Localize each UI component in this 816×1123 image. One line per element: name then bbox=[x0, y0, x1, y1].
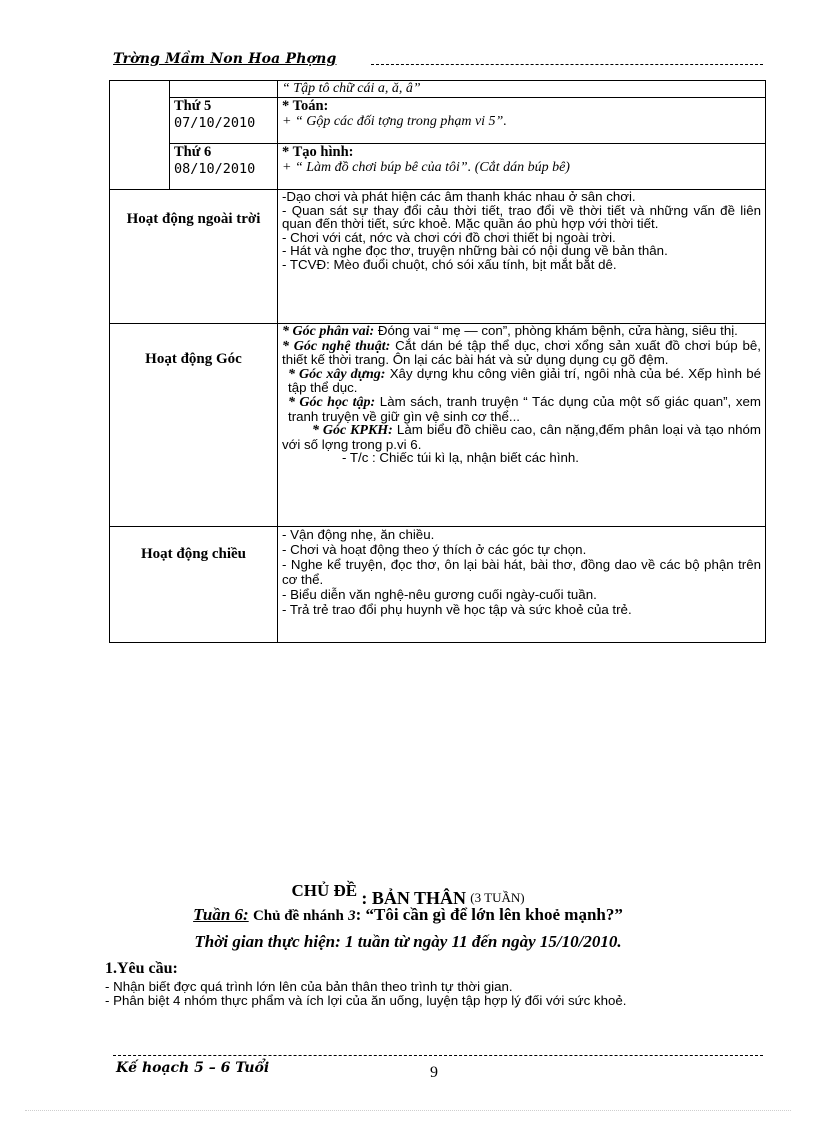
plan-label: Kế hoạch 5 – 6 Tuổi bbox=[116, 1060, 270, 1076]
day-date: 07/10/2010 bbox=[174, 115, 256, 131]
topic-value: : BẢN THÂN bbox=[361, 888, 467, 908]
list-item: - Vận động nhẹ, ăn chiều. bbox=[282, 527, 435, 542]
requirement-item: - Nhận biết đợc quá trình lớn lên của bản thân theo trình tự thời gian. bbox=[105, 979, 513, 994]
activity-subject: * Tạo hình: bbox=[282, 144, 354, 160]
list-item: * Góc học tập: Làm sách, tranh truyện “ Tác dụng của một số giác quan”, xem tranh truyện về giữ gìn vệ sinh cơ thể... bbox=[288, 393, 761, 424]
day-name: Thứ 6 bbox=[174, 144, 212, 160]
day-cell bbox=[170, 98, 278, 144]
list-item: -Dạo chơi và phát hiện các âm thanh khác nhau ở sân chơi. bbox=[282, 189, 636, 204]
table-row bbox=[110, 81, 766, 98]
page-edge bbox=[25, 1110, 791, 1111]
outdoor-row bbox=[110, 190, 766, 324]
afternoon-label: Hoạt động chiều bbox=[110, 527, 278, 643]
list-item: * Góc nghệ thuật: Cắt dán bé tập thể dục, chơi xổng sản xuất đồ chơi búp bê, thiết kế thời trang. Ôn lại các bài hát và sử dụng dụng cụ gõ đệm. bbox=[282, 337, 762, 368]
activity-content: + “ Làm đồ chơi búp bê của tôi”. (Cắt dán búp bê) bbox=[282, 160, 570, 175]
week-label: Tuần 6: bbox=[193, 905, 249, 924]
outdoor-label: Hoạt động ngoài trời bbox=[110, 190, 278, 324]
day-name: Thứ 5 bbox=[174, 98, 212, 114]
activity-content: “ Tập tô chữ cái a, ă, â” bbox=[282, 81, 421, 96]
day-cell bbox=[170, 81, 278, 98]
list-item: - Biểu diễn văn nghệ-nêu gương cuối ngày-cuối tuần. bbox=[282, 587, 597, 602]
weekly-plan-table bbox=[109, 80, 766, 643]
activity-cell bbox=[278, 98, 766, 144]
list-item: - Trả trẻ trao đổi phụ huynh về học tập và sức khoẻ của trẻ. bbox=[282, 602, 632, 617]
school-name: Trờng Mầm Non Hoa Phợng bbox=[113, 51, 337, 67]
page-number: 9 bbox=[430, 1064, 438, 1081]
corner-activities bbox=[278, 324, 766, 527]
list-item: - Chơi và hoạt động theo ý thích ở các góc tự chọn. bbox=[282, 542, 587, 557]
table-row bbox=[110, 144, 766, 190]
list-item: - Chơi với cát, nớc và chơi cới đồ chơi thiết bị ngoài trời. bbox=[282, 229, 616, 245]
list-item: - Nghe kể truyện, đọc thơ, ôn lại bài hát, bài thơ, đồng dao về các bộ phận trên cơ thể. bbox=[282, 557, 761, 587]
activity-cell bbox=[278, 144, 766, 190]
list-item: - Hát và nghe đọc thơ, truyện những bài có nội dung về bản thân. bbox=[282, 243, 668, 259]
list-item: * Góc xây dựng: Xây dựng khu công viên giải trí, ngôi nhà của bé. Xếp hình bé tập thể dục. bbox=[288, 365, 762, 396]
blank-category-cell bbox=[110, 81, 170, 190]
footer-divider bbox=[113, 1055, 763, 1056]
list-item: - Quan sát sự thay đổi cảu thời tiết, trao đổi về thời tiết và những vấn đề liên quan đến thời tiết, sức khoẻ. Mặc quần áo phù hợp với thời tiết. bbox=[282, 202, 761, 232]
corner-label: Hoạt động Góc bbox=[110, 324, 278, 527]
topic-heading bbox=[0, 880, 816, 908]
activity-content: + “ Gộp các đối tợng trong phạm vi 5”. bbox=[282, 114, 507, 129]
header-divider bbox=[371, 64, 763, 65]
requirements-heading: 1.Yêu cầu: bbox=[105, 960, 178, 977]
day-cell bbox=[170, 144, 278, 190]
topic-duration: (3 TUẦN) bbox=[470, 890, 525, 905]
corner-row bbox=[110, 324, 766, 527]
activity-subject: * Toán: bbox=[282, 98, 329, 114]
list-item: - T/c : Chiếc túi kì lạ, nhận biết các hình. bbox=[342, 450, 580, 466]
branch-label: Chủ đề nhánh bbox=[252, 908, 344, 924]
afternoon-row bbox=[110, 527, 766, 643]
requirement-item: - Phân biệt 4 nhóm thực phẩm và ích lợi của ăn uống, luyện tập hợp lý đối với sức khoẻ. bbox=[105, 993, 627, 1008]
page-header bbox=[113, 50, 763, 70]
branch-number: 3 bbox=[348, 908, 356, 924]
list-item: - TCVĐ: Mèo đuổi chuột, chó sói xấu tính, bịt mắt bắt dê. bbox=[282, 256, 617, 272]
branch-title: : “Tôi cần gì để lớn lên khoẻ mạnh?” bbox=[355, 905, 623, 924]
afternoon-activities bbox=[278, 527, 766, 643]
list-item: * Góc phân vai: Đóng vai “ mẹ — con”, phòng khám bệnh, cửa hàng, siêu thị. bbox=[282, 323, 738, 339]
week-heading bbox=[0, 905, 816, 925]
table-row bbox=[110, 98, 766, 144]
outdoor-activities bbox=[278, 190, 766, 324]
topic-label: CHỦ ĐỀ bbox=[291, 881, 358, 900]
implementation-time: Thời gian thực hiện: 1 tuần từ ngày 11 đến ngày 15/10/2010. bbox=[194, 932, 622, 951]
activity-cell bbox=[278, 81, 766, 98]
list-item: * Góc KPKH: Làm biểu đồ chiều cao, cân nặng,đếm phân loại và tạo nhóm với số lợng trong p.vi 6. bbox=[282, 422, 762, 452]
day-date: 08/10/2010 bbox=[174, 161, 256, 177]
